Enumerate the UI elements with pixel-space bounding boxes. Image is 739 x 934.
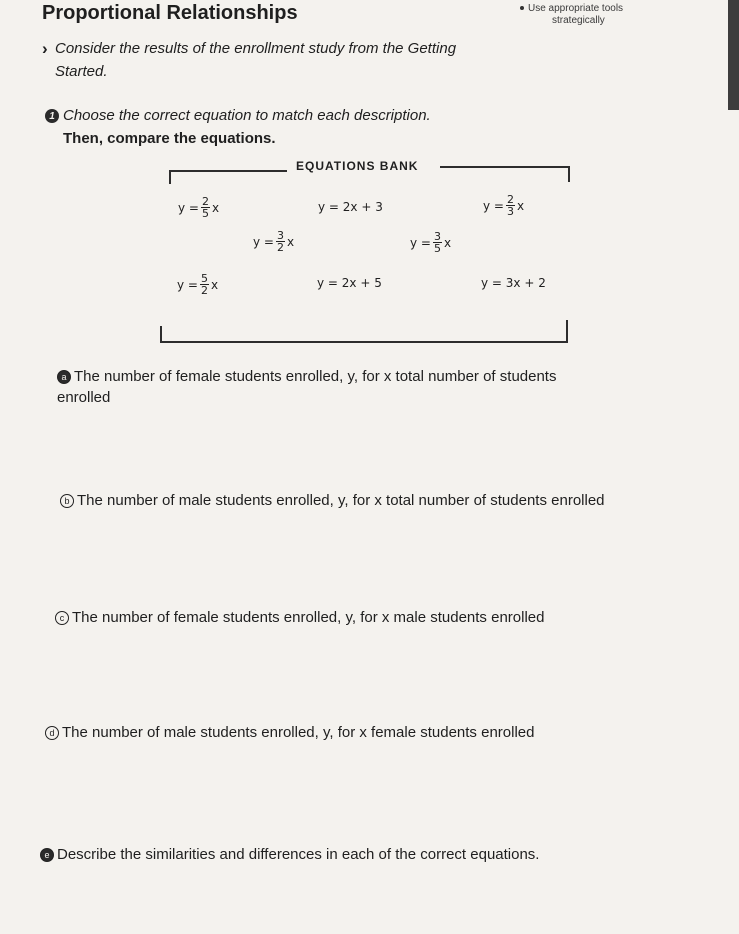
eq-fraction (201, 196, 210, 219)
equation-card[interactable] (253, 230, 294, 253)
page-title: Proportional Relationships (42, 2, 298, 24)
eq-denominator: 3 (506, 205, 514, 218)
eq-lhs: y = (177, 277, 198, 292)
eq-fraction (506, 194, 515, 217)
bank-bottom-left-tick (160, 326, 162, 342)
question-a (57, 366, 597, 408)
letter-d-badge: d (45, 726, 59, 740)
question-b (60, 490, 730, 511)
bullet-icon (520, 6, 524, 10)
eq-denominator: 2 (200, 284, 208, 297)
equation-card[interactable] (317, 276, 382, 290)
bank-left-tick (169, 170, 171, 184)
bank-bottom-line (160, 341, 568, 343)
eq-lhs: y = 2x + 3 (318, 200, 383, 214)
eq-lhs: y = (253, 234, 274, 249)
equation-card[interactable] (410, 231, 451, 254)
equation-card[interactable] (481, 276, 546, 290)
eq-fraction (200, 273, 209, 296)
task-line-2: Then, compare the equations. (63, 130, 276, 147)
tip-note (520, 3, 623, 27)
question-e (40, 844, 720, 865)
equation-card[interactable] (483, 194, 524, 217)
eq-lhs: y = 3x + 2 (481, 276, 546, 290)
eq-variable: x (516, 198, 525, 213)
eq-lhs: y = (410, 235, 431, 250)
eq-numerator: 3 (433, 230, 441, 243)
task-line-1: Choose the correct equation to match each description. (63, 107, 431, 124)
bank-title: EQUATIONS BANK (296, 159, 419, 173)
letter-e-badge: e (40, 848, 54, 862)
equation-card[interactable] (318, 200, 383, 214)
eq-numerator: 2 (506, 193, 514, 206)
tip-line-2: strategically (552, 15, 605, 26)
eq-numerator: 2 (201, 195, 209, 208)
letter-c-badge: c (55, 611, 69, 625)
equation-card[interactable] (177, 273, 218, 296)
eq-variable: x (443, 235, 452, 250)
eq-denominator: 2 (276, 241, 284, 254)
question-text: The number of female students enrolled, y, for x total number of students enrolled (57, 368, 557, 406)
page-edge-bar (728, 0, 739, 110)
question-text: Describe the similarities and differences in each of the correct equations. (57, 846, 540, 863)
eq-lhs: y = 2x + 5 (317, 276, 382, 290)
equation-card[interactable] (178, 196, 219, 219)
bank-top-line-right (440, 166, 570, 168)
question-c (55, 607, 725, 628)
eq-variable: x (211, 200, 220, 215)
bank-top-line-left (169, 170, 287, 172)
letter-b-badge: b (60, 494, 74, 508)
task-instructions (45, 104, 431, 150)
letter-a-badge: a (57, 370, 71, 384)
task-number-badge: 1 (45, 109, 59, 123)
chevron-right-icon: › (42, 39, 48, 58)
eq-numerator: 5 (200, 272, 208, 285)
eq-variable: x (286, 234, 295, 249)
eq-lhs: y = (178, 200, 199, 215)
question-text: The number of female students enrolled, y, for x male students enrolled (72, 609, 545, 626)
question-text: The number of male students enrolled, y, for x female students enrolled (62, 724, 535, 741)
eq-denominator: 5 (433, 242, 441, 255)
eq-variable: x (210, 277, 219, 292)
eq-denominator: 5 (201, 207, 209, 220)
eq-fraction (433, 231, 442, 254)
eq-fraction (276, 230, 285, 253)
bank-right-tick (568, 166, 570, 182)
question-text: The number of male students enrolled, y, for x total number of students enrolled (77, 492, 605, 509)
eq-lhs: y = (483, 198, 504, 213)
question-d (45, 722, 725, 743)
eq-numerator: 3 (276, 229, 284, 242)
intro-text: Consider the results of the enrollment study from the Getting Started. (55, 40, 457, 80)
tip-line-1: Use appropriate tools (528, 3, 624, 14)
bank-bottom-right-tick (566, 320, 568, 342)
